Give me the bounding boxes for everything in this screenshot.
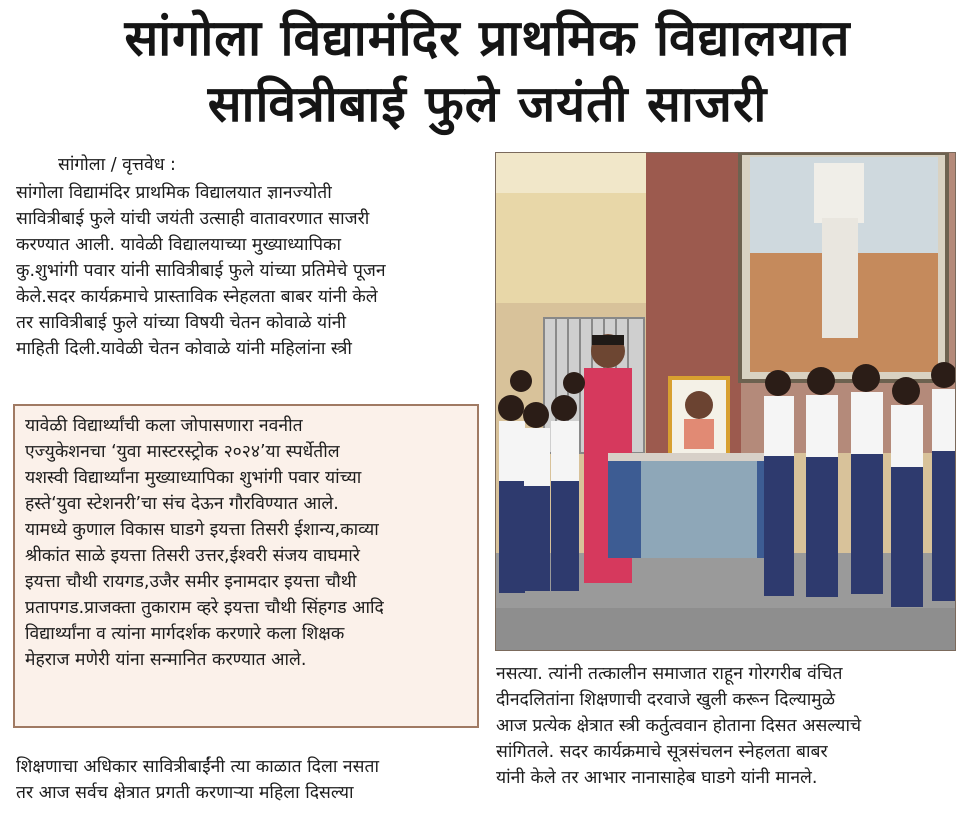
text-line: प्रतापगड.प्राजक्ता तुकाराम व्हरे इयत्ता चौथी सिंहगड आदि xyxy=(25,598,384,618)
text-line: नसत्या. त्यांनी तत्कालीन समाजात राहून गोरगरीब वंचित xyxy=(496,664,843,684)
text-line: इयत्ता चौथी रायगड,उजैर समीर इनामदार इयत्ता चौथी xyxy=(25,572,357,592)
text-line: यांनी केले तर आभार नानासाहेब घाडगे यांनी मानले. xyxy=(496,768,818,788)
text-line: सांगोला विद्यामंदिर प्राथमिक विद्यालयात ज्ञानज्योती xyxy=(16,183,332,203)
text-line: करण्यात आली. यावेळी विद्यालयाच्या मुख्याध्यापिका xyxy=(16,235,341,255)
text-line: दीनदलितांना शिक्षणाची दरवाजे खुली करून दिल्यामुळे xyxy=(496,690,836,710)
dateline: सांगोला / वृत्तवेध : xyxy=(58,155,176,175)
text-line: तर सावित्रीबाई फुले यांच्या विषयी चेतन कोवाळे यांनी xyxy=(16,313,346,333)
text-line: यामध्ये कुणाल विकास घाडगे इयत्ता तिसरी ईशान्य,काव्या xyxy=(25,520,379,540)
text-line: सावित्रीबाई फुले यांची जयंती उत्साही वातावरणात साजरी xyxy=(16,209,370,229)
text-line: एज्युकेशनचा ‘युवा मास्टरस्ट्रोक २०२४’या स्पर्धेतील xyxy=(25,442,340,462)
text-line: कु.शुभांगी पवार यांनी सावित्रीबाई फुले यांच्या प्रतिमेचे पूजन xyxy=(16,261,386,281)
article-column-right-bottom xyxy=(496,661,956,791)
event-photo-icon xyxy=(496,153,955,650)
event-photo xyxy=(495,152,956,651)
text-line: शिक्षणाचा अधिकार सावित्रीबाईंनी त्या काळात दिला नसता xyxy=(16,757,379,777)
text-line: श्रीकांत साळे इयत्ता तिसरी उत्तर,ईश्वरी संजय वाघमारे xyxy=(25,546,360,566)
text-line: यशस्वी विद्यार्थ्यांना मुख्याध्यापिका शुभांगी पवार यांच्या xyxy=(25,468,362,488)
article-column-left-bottom xyxy=(16,754,464,806)
highlight-box xyxy=(13,404,479,728)
text-line: आज प्रत्येक क्षेत्रात स्त्री कर्तुत्ववान होताना दिसत असल्याचे xyxy=(496,716,862,736)
article-column-left-top xyxy=(16,180,464,362)
text-line: यावेळी विद्यार्थ्यांची कला जोपासणारा नवनीत xyxy=(25,416,303,436)
text-line: हस्ते‘युवा स्टेशनरी’चा संच देऊन गौरविण्यात आले. xyxy=(25,494,339,514)
text-line: तर आज सर्वच क्षेत्रात प्रगती करणाऱ्या महिला दिसल्या xyxy=(16,783,354,803)
text-line: मेहराज मणेरी यांना सन्मानित करण्यात आले. xyxy=(25,650,307,670)
headline-line-2: सावित्रीबाई फुले जयंती साजरी xyxy=(207,75,768,133)
headline-line-1: सांगोला विद्यामंदिर प्राथमिक विद्यालयात xyxy=(124,9,851,67)
highlight-box-text xyxy=(25,413,469,673)
text-line: केले.सदर कार्यक्रमाचे प्रास्ताविक स्नेहलता बाबर यांनी केले xyxy=(16,287,378,307)
text-line: विद्यार्थ्यांना व त्यांना मार्गदर्शक करणारे कला शिक्षक xyxy=(25,624,345,644)
text-line: माहिती दिली.यावेळी चेतन कोवाळे यांनी महिलांना स्त्री xyxy=(16,339,352,359)
text-line: सांगितले. सदर कार्यक्रमाचे सूत्रसंचलन स्नेहलता बाबर xyxy=(496,742,828,762)
